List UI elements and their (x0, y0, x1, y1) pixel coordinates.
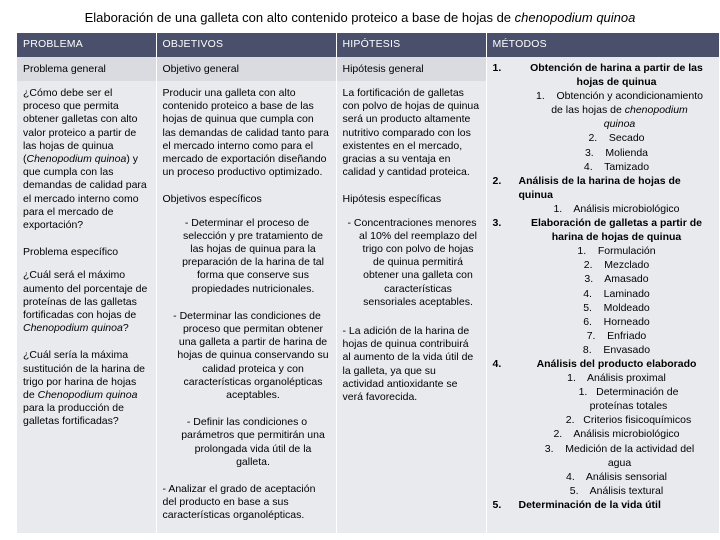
metodo-4-sub-3: 3. Medición de la actividad del agua (544, 442, 695, 469)
page-title: Elaboración de una galleta con alto contenido proteico a base de hojas de chenopodium quinoa (84, 10, 636, 25)
metodo-4-sub-1: 1. Análisis proximal (567, 372, 666, 385)
objetivo-especifico-2: - Determinar las condiciones de proceso que permitan obtener una galleta a partir de harina de hojas de quinua conservando su calidad proteica y con características organolépticas aceptables. (173, 309, 329, 402)
header-objetivos: OBJETIVOS (156, 33, 336, 57)
header-metodos: MÉTODOS (486, 33, 719, 57)
metodo-3-sub-8: 8. Envasado (582, 343, 651, 356)
hipotesis-general-text: La fortificación de galletas con polvo de hojas de quinua será un producto altamente nutritivo comparado con los existentes en el mercado, gracias a su ventaja en calidad y cantidad proteica. (342, 87, 480, 179)
metodos-list (492, 61, 715, 512)
metodo-4: 4. Análisis del producto elaborado 1. Análisis proximal 1. Determinación de proteínas totales 2. Criterios fisicoquímicos 2. Análisis microbiológico 3. Medición de la actividad del agua 4. Análisis sensorial 5. Análisis textural (519, 357, 715, 498)
hipotesis-especifica-2: - La adición de la harina de hojas de quinua contribuirá al aumento de la vida útil de la galleta, ya que su actividad antioxidante se verá favorecida. (342, 325, 474, 404)
problema-general-label: Problema general (17, 57, 156, 81)
header-row (17, 33, 719, 57)
metodo-3-sub-7: 7. Enfriado (586, 329, 647, 342)
metodo-5: 5. Determinación de la vida útil (492, 498, 661, 511)
hipotesis-general-label: Hipótesis general (336, 57, 486, 81)
metodo-4-sub-5: 5. Análisis textural (569, 484, 664, 497)
objetivo-especifico-1: - Determinar el proceso de selección y pre tratamiento de las hojas de quinua para la preparación de la harina de tal forma que conserve sus propiedades nutricionales. (182, 216, 324, 295)
hipotesis-especifica-1: - Concentraciones menores al 10% del reemplazo del trigo con polvo de hojas de quinua permitirá obtener una galleta con características sensoriales aceptables. (347, 216, 477, 308)
metodo-2: 2. Análisis de la harina de hojas de quinua 1. Análisis microbiológico (519, 174, 715, 216)
metodos-cell (486, 57, 719, 533)
metodo-3: 3. Elaboración de galletas a partir de harina de hojas de quinua 1. Formulación 2. Mezclado 3. Amasado 4. Laminado 5. Moldeado 6. Horneado 7. Enfriado 8. Envasado (519, 216, 715, 357)
objetivo-general-text: Producir una galleta con alto contenido proteico a base de las hojas de quinua que cumpla con las demandas de calidad tanto para el mercado interno como para el mercado de exportación diseñando un proceso productivo optimizado. (162, 87, 329, 179)
metodo-1: 1. Obtención de harina a partir de las hojas de quinua 1. Obtención y acondicionamiento de las hojas de chenopodium quinoa 2. Secado 3. Molienda 4. Tamizado (519, 61, 715, 174)
metodo-3-sub-3: 3. Amasado (584, 273, 649, 286)
objetivo-especifico-3: - Definir las condiciones o parámetros que permitirán una prolongada vida útil de la galleta. (181, 416, 325, 468)
objetivos-especificos-label: Objetivos específicos (162, 193, 262, 206)
matrix-table (17, 33, 720, 533)
problema-especifico-label: Problema específico (23, 246, 119, 259)
problema-especifico-1: ¿Cuál será el máximo aumento del porcentaje de proteínas de las galletas fortificadas con hojas de Chenopodium quinoa? (23, 269, 148, 335)
metodo-3-sub-4: 4. Laminado (583, 287, 650, 300)
metodo-4-subsub-1: 1. Determinación de proteínas totales (578, 386, 679, 413)
metodo-1-sub-4: 4. Tamizado (583, 160, 650, 173)
metodo-2-sub-1: 1. Análisis microbiológico (553, 202, 680, 215)
objetivos-cell (156, 81, 336, 533)
metodo-3-sub-6: 6. Horneado (583, 315, 650, 328)
problema-general-text: ¿Cómo debe ser el proceso que permita obtener galletas con alto valor proteico a partir de las hojas de quinua (Chenopodium quinoa) y que cumpla con las demandas de calidad para el mercado interno como para el mercado de exportación? (23, 87, 147, 232)
metodo-3-sub-1: 1. Formulación (577, 245, 656, 258)
metodo-1-sub-3: 3. Molienda (584, 146, 649, 159)
metodo-4-sub-2: 2. Análisis microbiológico (553, 428, 680, 441)
general-row (17, 57, 719, 81)
metodo-4-sub-4: 4. Análisis sensorial (566, 470, 667, 483)
objetivo-especifico-4: - Analizar el grado de aceptación del producto en base a sus características organolépticas. (162, 483, 316, 522)
problema-especifico-2: ¿Cuál sería la máxima sustitución de la harina de trigo por harina de hojas de Chenopodium quinoa para la producción de galletas fortificadas? (23, 349, 145, 428)
metodo-1-sub-2: 2. Secado (588, 132, 645, 145)
objetivo-general-label: Objetivo general (156, 57, 336, 81)
metodo-4-subsub-2: 2. Criterios fisicoquímicos (565, 414, 692, 427)
metodo-3-sub-5: 5. Moldeado (583, 301, 650, 314)
hipotesis-especificas-label: Hipótesis específicas (342, 193, 442, 206)
metodo-3-sub-2: 2. Mezclado (583, 259, 650, 272)
header-problema: PROBLEMA (17, 33, 156, 57)
hipotesis-cell (336, 81, 486, 533)
metodo-1-sub-1: 1. Obtención y acondicionamiento de las hojas de chenopodium quinoa (536, 90, 703, 131)
problema-cell (17, 81, 156, 533)
header-hipotesis: HIPÓTESIS (336, 33, 486, 57)
